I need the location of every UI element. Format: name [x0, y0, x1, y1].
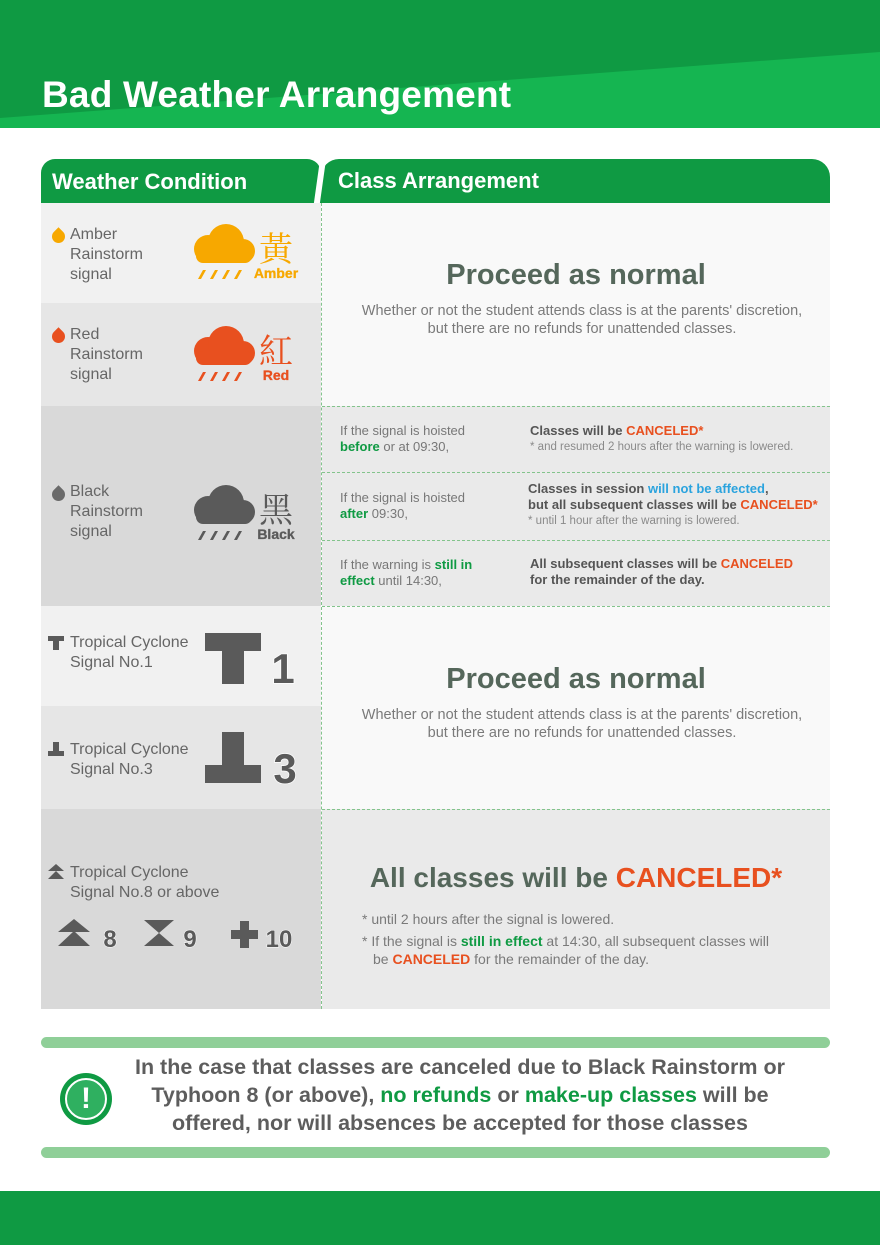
proceed-normal-title: Proceed as normal [446, 259, 706, 291]
red-rainstorm-icon [186, 325, 301, 387]
black-rule-1-condition: If the signal is hoisted before or at 09:30, [340, 423, 466, 454]
typhoon-8-label: Tropical Cyclone Signal No.8 or above [70, 864, 220, 901]
amber-english-word: Amber [253, 265, 299, 281]
red-rainstorm-label: Red Rainstorm signal [70, 326, 143, 383]
black-rainstorm-row [41, 406, 321, 606]
black-rainstorm-label: Black Rainstorm signal [70, 483, 143, 540]
typhoon-8-icon [58, 919, 117, 953]
black-rule-1-action: Classes will be CANCELED* * and resumed 2 hours after the warning is lowered. [530, 423, 794, 453]
typhoon-1-signal-icon [203, 631, 303, 686]
t8-note-3: be CANCELED for the remainder of the day. [373, 951, 649, 967]
all-classes-canceled-title: All classes will be CANCELED* [369, 862, 783, 893]
proceed-normal-desc: Whether or not the student attends class is at the parents' discretion, but there are no refunds for unattended classes. [361, 707, 803, 741]
exclamation-icon: ! [60, 1073, 112, 1125]
page-header [0, 0, 880, 128]
cancellation-notice: In the case that classes are canceled due to Black Rainstorm or Typhoon 8 (or above), no refunds or make-up classes will be offered, nor will absences be accepted for those classes [134, 1055, 786, 1135]
black-rainstorm-icon [186, 484, 301, 546]
typhoon-8-row [41, 809, 321, 1009]
divider [322, 809, 830, 810]
typhoon-t-icon [47, 635, 65, 651]
amber-chinese-char: 黃 [259, 231, 293, 269]
typhoon-inverted-t-icon [47, 741, 65, 757]
svg-text:8: 8 [103, 926, 117, 953]
notice-bottom-bar [41, 1147, 830, 1158]
typhoon-3-label: Tropical Cyclone Signal No.3 [70, 741, 189, 778]
black-chinese-char: 黑 [259, 492, 293, 530]
divider [322, 606, 830, 607]
black-rule-2-action: Classes in session will not be affected, but all subsequent classes will be CANCELED* * until 1 hour after the warning is lowered. [528, 481, 818, 527]
red-rainstorm-row [41, 303, 321, 406]
black-rule-2-condition: If the signal is hoisted after 09:30, [340, 490, 466, 521]
typhoon-3-number: 3 [273, 745, 297, 786]
typhoon-10-icon [231, 921, 292, 953]
black-rule-3-action: All subsequent classes will be CANCELED for the remainder of the day. [530, 556, 793, 587]
typhoon-3-signal-icon [203, 730, 303, 786]
divider [322, 540, 830, 541]
t8-note-2: * If the signal is still in effect at 14:30, all subsequent classes will [362, 933, 769, 949]
typhoon-8-block [322, 809, 830, 1009]
typhoon-1-row [41, 606, 321, 706]
typhoon-9-icon [144, 920, 197, 953]
amber-rainstorm-row [41, 203, 321, 303]
typhoon-3-row [41, 706, 321, 809]
proceed-normal-title: Proceed as normal [446, 663, 706, 695]
weather-condition-header: Weather Condition [41, 159, 321, 203]
typhoon-8-triangle-icon [47, 864, 65, 880]
page-footer [0, 1191, 880, 1245]
typhoon-1-label: Tropical Cyclone Signal No.1 [70, 634, 189, 671]
svg-text:9: 9 [183, 926, 197, 953]
black-rule-3-condition: If the warning is still in effect until 14:30, [340, 557, 473, 588]
red-drop-icon [49, 327, 67, 345]
typhoon-8-9-10-icons [56, 917, 306, 953]
amber-drop-icon [49, 227, 67, 245]
svg-text:10: 10 [265, 926, 293, 953]
red-chinese-char: 紅 [259, 333, 293, 371]
divider [322, 472, 830, 473]
t8-note-1: * until 2 hours after the signal is lowered. [362, 911, 615, 927]
proceed-normal-desc: Whether or not the student attends class is at the parents' discretion, but there are no refunds for unattended classes. [361, 303, 803, 337]
amber-rainstorm-label: Amber Rainstorm signal [70, 226, 143, 283]
page-title: Bad Weather Arrangement [42, 74, 512, 115]
divider [322, 406, 830, 407]
amber-rainstorm-icon [186, 223, 301, 285]
black-english-word: Black [257, 526, 295, 542]
red-english-word: Red [262, 367, 290, 383]
class-arrangement-header: Class Arrangement [321, 159, 830, 203]
notice-top-bar [41, 1037, 830, 1048]
typhoon-1-number: 1 [271, 645, 295, 686]
black-drop-icon [49, 485, 67, 503]
